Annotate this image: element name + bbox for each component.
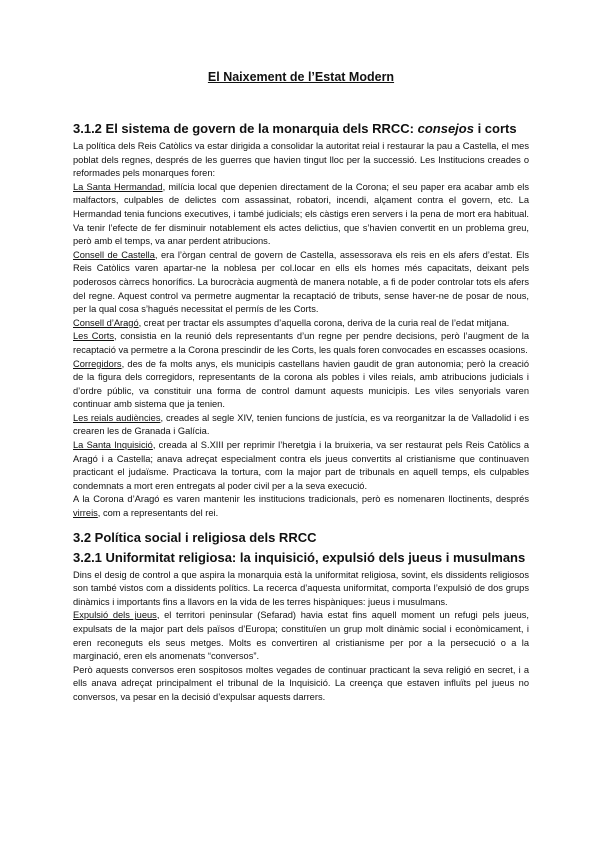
section-heading-3-1-2	[73, 120, 529, 137]
term-consell-arago: Consell d’Aragó	[73, 317, 139, 328]
term-expulsio-jueus: Expulsió dels jueus	[73, 610, 157, 621]
closing-paragraph	[73, 493, 529, 520]
term-santa-inquisicio: La Santa Inquisició	[73, 440, 153, 451]
term-consell-castella: Consell de Castella	[73, 249, 155, 260]
item-text: , milícia local que depenien directament de la Corona; el seu paper era acabar amb els malfactors, culpables de delictes com assassinat, robatori, incendi, alçament contra el govern, etc. La Hermandad tenia funcions executives, i també judicials; els càstigs eren servers i la pena de mort era habitual. Va tenir l’efecte de fer disminuir notablement els actes delictius, que s’havien convertit en un problema greu, però amb el temps, va anar perdent atribucions.	[73, 181, 529, 247]
list-item	[73, 439, 529, 493]
heading-text: 3.1.2 El sistema de govern de la monarquia dels RRCC:	[73, 121, 418, 136]
closing-text: A la Corona d’Aragó es varen mantenir les institucions tradicionals, però es nomenaren lloctinents, després	[73, 494, 529, 505]
item-text: , era l’òrgan central de govern de Castella, assessorava els reis en els afers d’estat. Els Reis Catòlics varen apartar-ne la noblesa per col.locar en ells els homes més capacitats, deixant pels poderosos càrrecs honorífics. La burocràcia augmentà de manera notable, a fi de poder controlar tots els afers del regne. Aquest control va permetre augmentar la recaptació de tributs, sense haver-ne de posar de nous, per la qual cosa s’hagués necessitat el permís de les Corts.	[73, 249, 529, 315]
list-item	[73, 181, 529, 249]
heading-text-end: i corts	[473, 121, 517, 136]
list-item	[73, 249, 529, 317]
list-item	[73, 317, 529, 331]
closing-text-end: , com a representants del rei.	[97, 508, 219, 519]
document-title: El Naixement de l’Estat Modern	[207, 70, 395, 84]
term-les-corts: Les Corts	[73, 331, 115, 342]
heading-italic: consejos	[417, 121, 474, 136]
paragraph-uniformitat: Dins el desig de control a que aspira la monarquia està la uniformitat religiosa, sovint, els dissidents religiosos son també vistos com a dissidents polítics. La recerca d’aquesta uniformitat, comporta l’expulsió de dos grups dinàmics i importants fins a llavors en la vida de les terres hispàniques: jueus i musulmans.	[73, 569, 529, 607]
list-item	[73, 358, 529, 412]
intro-paragraph: La política dels Reis Catòlics va estar dirigida a consolidar la autoritat reial i restaurar la pau a Castella, el mes poblat dels regnes, després de les guerres que havien tingut lloc per la successió. Les Institucions creades o reformades pels monarques foren:	[73, 141, 529, 179]
item-text: , creada al S.XIII per reprimir l’heretgia i la bruixeria, va ser restaurat pels Reis Catòlics a Aragó i a Castella; anava adreçat especialment contra els jueus convertits al cristianisme que continuaven practicant el judaïsme. Practicava la tortura, com la major part de tribunals en aquell temps, els culpables condemnats a mort eren entregats al poder civil per a la seva execució.	[73, 440, 530, 491]
list-item	[73, 330, 529, 357]
term-corregidors: Corregidors	[73, 358, 122, 369]
list-item	[73, 412, 529, 439]
section-heading-3-2-1: 3.2.1 Uniformitat religiosa: la inquisició, expulsió dels jueus i musulmans	[73, 549, 526, 565]
term-virreis: virreis	[73, 508, 98, 519]
term-santa-hermandad: La Santa Hermandad	[73, 181, 163, 192]
item-text: , consistia en la reunió dels representants d’un regne per pendre decisions, però l’augment de la recaptació va permetre a la Corona prescindir de les Corts, les quals foren convocades en escasses ocasions.	[73, 331, 529, 355]
document-page	[73, 68, 529, 705]
paragraph-conversos: Però aquests conversos eren sospitosos moltes vegades de continuar practicant la seva religió en secret, i a ells anava adreçat principalment el tribunal de la Inquisició. La creença que estaven influïts pel jueus no conversos, va pesar en la decisió d’expulsar aquests darrers.	[73, 664, 529, 702]
item-text: , creades al segle XIV, tenien funcions de justícia, es va reorganitzar la de Valladolid i es crearen les de Granada i Galícia.	[73, 412, 530, 437]
paragraph-expulsio	[73, 609, 529, 663]
paragraph-text: , el territori peninsular (Sefarad) havia estat fins aquell moment un refugi pels jueus, expulsats de la major part dels països d’Europa; constituïen un grup molt dinàmic social i econòmicament, i eren reconeguts els seus metges. Molts es convertiren al cristianisme per por a la persecució o a la marginació, eren els anomenats “conversos”.	[73, 610, 529, 662]
section-heading-3-2: 3.2 Política social i religiosa dels RRCC	[73, 529, 317, 545]
item-text: , creat per tractar els assumptes d’aquella corona, deriva de la curia real de l’edat mitjana.	[138, 317, 510, 328]
item-text: , des de fa molts anys, els municipis castellans havien gaudit de gran autonomia; però la creació de la figura dels corregidors, representants de la corona als pobles i viles reials, amb atribucions judicials i d’ordre públic, va constituir una forma de control damunt aquests municipis. Les viles senyorials varen continuar amb sistema que ja tenien.	[73, 358, 529, 410]
term-reials-audiencies: Les reials audiències	[73, 412, 161, 423]
spacer	[73, 521, 529, 529]
